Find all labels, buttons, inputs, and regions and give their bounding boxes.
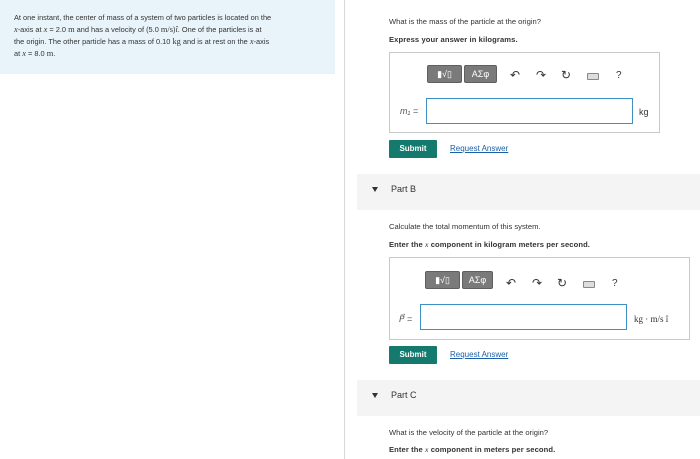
keyboard-icon[interactable] bbox=[587, 73, 599, 80]
problem-line-4: at x = 8.0 m. bbox=[14, 49, 56, 58]
templates-button[interactable]: ▮√▯ bbox=[425, 271, 460, 289]
part-c-question: What is the velocity of the particle at the origin? bbox=[389, 428, 549, 437]
symbols-button[interactable]: ΑΣφ bbox=[462, 271, 493, 289]
help-icon[interactable]: ? bbox=[612, 278, 618, 289]
part-b-unit: kg · m/s î bbox=[634, 314, 669, 324]
part-a-submit-button[interactable]: Submit bbox=[389, 140, 437, 158]
part-b-answer-input[interactable] bbox=[420, 304, 627, 330]
problem-line-1: At one instant, the center of mass of a system of two particles is located on the bbox=[14, 13, 272, 22]
problem-statement bbox=[0, 0, 335, 74]
keyboard-icon[interactable] bbox=[583, 281, 595, 288]
part-a-question: What is the mass of the particle at the origin? bbox=[389, 17, 541, 26]
problem-line-2: x-axis at x = 2.0 m and has a velocity of (5.0 m/s)î. One of the particles is at bbox=[14, 25, 262, 34]
collapse-triangle-icon bbox=[372, 187, 378, 192]
undo-icon[interactable]: ↶ bbox=[510, 68, 521, 82]
part-a-request-answer-link[interactable]: Request Answer bbox=[450, 144, 509, 153]
reset-icon[interactable]: ↻ bbox=[557, 276, 568, 290]
part-c-header[interactable] bbox=[357, 380, 700, 416]
panel-divider bbox=[344, 0, 345, 459]
problem-line-3: the origin. The other particle has a mass of 0.10 kg and is at rest on the x-axis bbox=[14, 37, 270, 46]
part-a-instruction: Express your answer in kilograms. bbox=[389, 35, 518, 44]
symbols-button[interactable]: ΑΣφ bbox=[464, 65, 497, 83]
part-c-instruction: Enter the x component in meters per second. bbox=[389, 445, 556, 454]
redo-icon[interactable]: ↷ bbox=[532, 276, 543, 290]
part-a-variable-label: m₁ = bbox=[400, 106, 419, 116]
part-b-question: Calculate the total momentum of this system. bbox=[389, 222, 541, 231]
reset-icon[interactable]: ↻ bbox=[561, 68, 572, 82]
part-b-submit-button[interactable]: Submit bbox=[389, 346, 437, 364]
part-a-answer-input[interactable] bbox=[426, 98, 633, 124]
part-b-header[interactable] bbox=[357, 174, 700, 210]
undo-icon[interactable]: ↶ bbox=[506, 276, 517, 290]
part-c-title: Part C bbox=[391, 390, 417, 400]
redo-icon[interactable]: ↷ bbox=[536, 68, 547, 82]
part-a-answer-box bbox=[389, 52, 660, 133]
part-b-request-answer-link[interactable]: Request Answer bbox=[450, 350, 509, 359]
part-b-title: Part B bbox=[391, 184, 417, 194]
part-b-answer-box bbox=[389, 257, 690, 340]
templates-button[interactable]: ▮√▯ bbox=[427, 65, 462, 83]
part-b-instruction: Enter the x component in kilogram meters per second. bbox=[389, 240, 591, 249]
help-icon[interactable]: ? bbox=[616, 70, 622, 81]
part-b-variable-label: P⃗ = bbox=[399, 314, 413, 324]
collapse-triangle-icon bbox=[372, 393, 378, 398]
part-a-unit: kg bbox=[639, 107, 649, 117]
